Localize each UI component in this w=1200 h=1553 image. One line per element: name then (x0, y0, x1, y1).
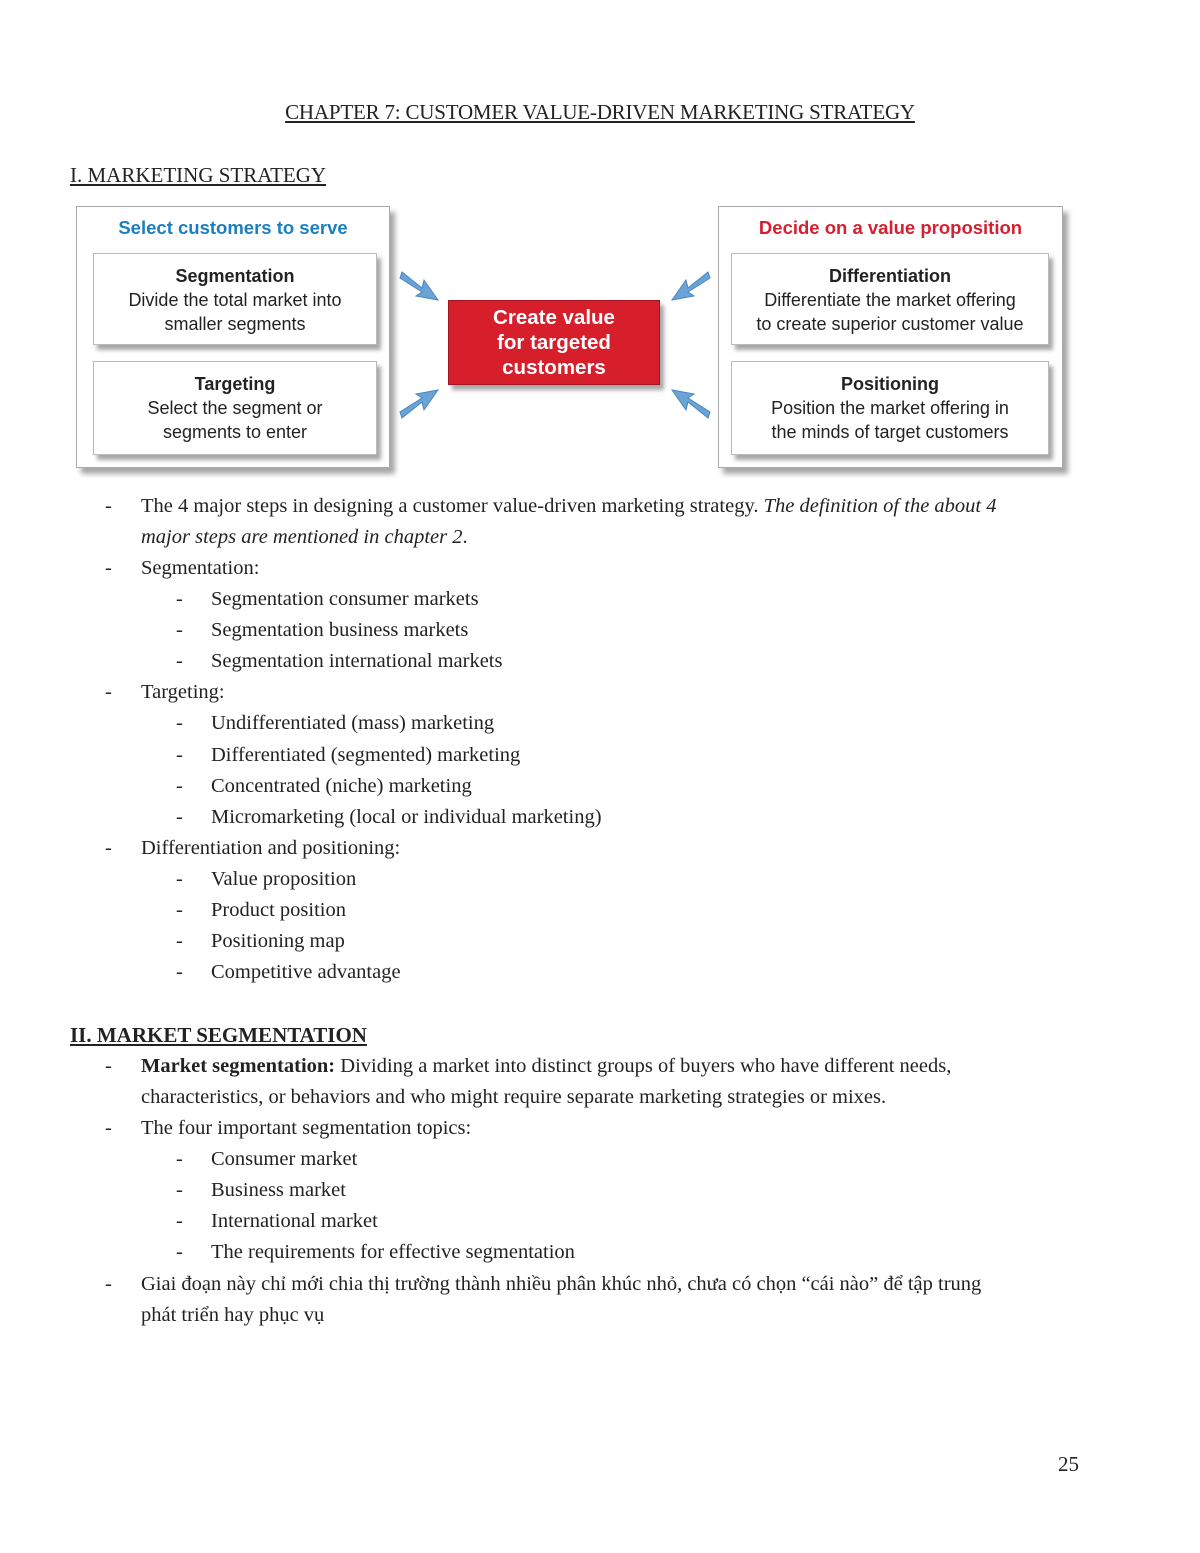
arrow-up-right-icon (398, 382, 444, 428)
targeting-title: Targeting (194, 374, 276, 394)
segmentation-item: Segmentation international markets (211, 650, 503, 672)
arrow-up-left-icon (666, 382, 712, 428)
bullet-dash: - (176, 806, 183, 828)
intro-text-cont (141, 522, 468, 553)
positioning-card (731, 361, 1049, 455)
diffpos-item: Value proposition (211, 868, 357, 890)
page-number: 25 (1058, 1452, 1079, 1476)
note-line1: Giai đoạn này chỉ mới chia thị trường thành nhiều phân khúc nhỏ, chưa có chọn “cái nào” để tập trung (141, 1273, 982, 1295)
targeting-item: Micromarketing (local or individual marketing) (211, 806, 602, 828)
bullet-dash: - (176, 650, 183, 672)
segmentation-item: Segmentation consumer markets (211, 588, 479, 610)
segmentation-title: Segmentation (175, 266, 295, 286)
bullet-dash: - (176, 712, 183, 734)
intro-italic1: The definition of the about 4 (763, 495, 997, 517)
definition-line1: Dividing a market into distinct groups of buyers who have different needs, (335, 1055, 952, 1077)
note-line2: phát triển hay phục vụ (141, 1304, 325, 1326)
intro-end: . (462, 526, 468, 548)
targeting-card (93, 361, 377, 455)
topic-item: The requirements for effective segmentation (211, 1241, 575, 1263)
bullet-dash: - (176, 1241, 183, 1263)
targeting-item: Differentiated (segmented) marketing (211, 744, 521, 766)
section-heading-market-segmentation: II. MARKET SEGMENTATION (70, 1023, 367, 1047)
arrow-down-right-icon (398, 262, 444, 308)
segmentation-card (93, 253, 377, 345)
differentiation-card (731, 253, 1049, 345)
bullet-dash: - (176, 1148, 183, 1170)
select-customers-header: Select customers to serve (118, 217, 348, 238)
bullet-dash: - (176, 775, 183, 797)
intro-line1: The 4 major steps in designing a customer value-driven marketing strategy. (141, 495, 759, 517)
targeting-desc: Select the segment or segments to enter (147, 398, 323, 442)
definition-term: Market segmentation: (141, 1055, 336, 1077)
bullet-dash: - (176, 1179, 183, 1201)
targeting-label: Targeting: (141, 681, 225, 703)
targeting-item: Undifferentiated (mass) marketing (211, 712, 495, 734)
create-value-box: Create value for targeted customers (448, 300, 660, 385)
bullet-dash: - (176, 588, 183, 610)
intro-italic2: major steps are mentioned in chapter 2 (141, 526, 463, 548)
topics-label: The four important segmentation topics: (141, 1117, 472, 1139)
definition-line2: characteristics, or behaviors and who might require separate marketing strategies or mixes. (141, 1086, 887, 1108)
bullet-dash: - (105, 681, 112, 703)
segmentation-label: Segmentation: (141, 557, 260, 579)
bullet-dash: - (105, 1273, 112, 1295)
topic-item: Business market (211, 1179, 346, 1201)
topic-item: Consumer market (211, 1148, 358, 1170)
section-heading-marketing-strategy: I. MARKETING STRATEGY (70, 163, 327, 187)
chapter-title: CHAPTER 7: CUSTOMER VALUE-DRIVEN MARKETING STRATEGY (285, 100, 915, 124)
bullet-dash: - (105, 1117, 112, 1139)
bullet-dash: - (105, 557, 112, 579)
differentiation-title: Differentiation (828, 266, 951, 286)
diffpos-item: Positioning map (211, 930, 345, 952)
bullet-dash: - (105, 1055, 112, 1077)
value-proposition-header: Decide on a value proposition (758, 217, 1023, 238)
intro-text (141, 491, 997, 522)
bullet-dash: - (176, 619, 183, 641)
bullet-dash: - (105, 837, 112, 859)
differentiation-desc: Differentiate the market offering to create superior customer value (756, 290, 1024, 334)
arrow-down-left-icon (666, 262, 712, 308)
diffpos-label: Differentiation and positioning: (141, 837, 401, 859)
bullet-dash: - (176, 744, 183, 766)
bullet-dash: - (176, 899, 183, 921)
definition-text (141, 1051, 951, 1082)
segmentation-desc: Divide the total market into smaller segments (128, 290, 342, 334)
diffpos-item: Product position (211, 899, 346, 921)
bullet-dash: - (176, 961, 183, 983)
bullet-dash: - (176, 1210, 183, 1232)
marketing-strategy-diagram (72, 202, 1082, 474)
value-proposition-group (718, 206, 1063, 468)
positioning-desc: Position the market offering in the minds of target customers (771, 398, 1009, 442)
bullet-dash: - (176, 868, 183, 890)
bullet-dash: - (105, 495, 112, 517)
segmentation-item: Segmentation business markets (211, 619, 469, 641)
topic-item: International market (211, 1210, 378, 1232)
positioning-title: Positioning (841, 374, 939, 394)
select-customers-group (76, 206, 390, 468)
bullet-dash: - (176, 930, 183, 952)
diffpos-item: Competitive advantage (211, 961, 401, 983)
targeting-item: Concentrated (niche) marketing (211, 775, 472, 797)
